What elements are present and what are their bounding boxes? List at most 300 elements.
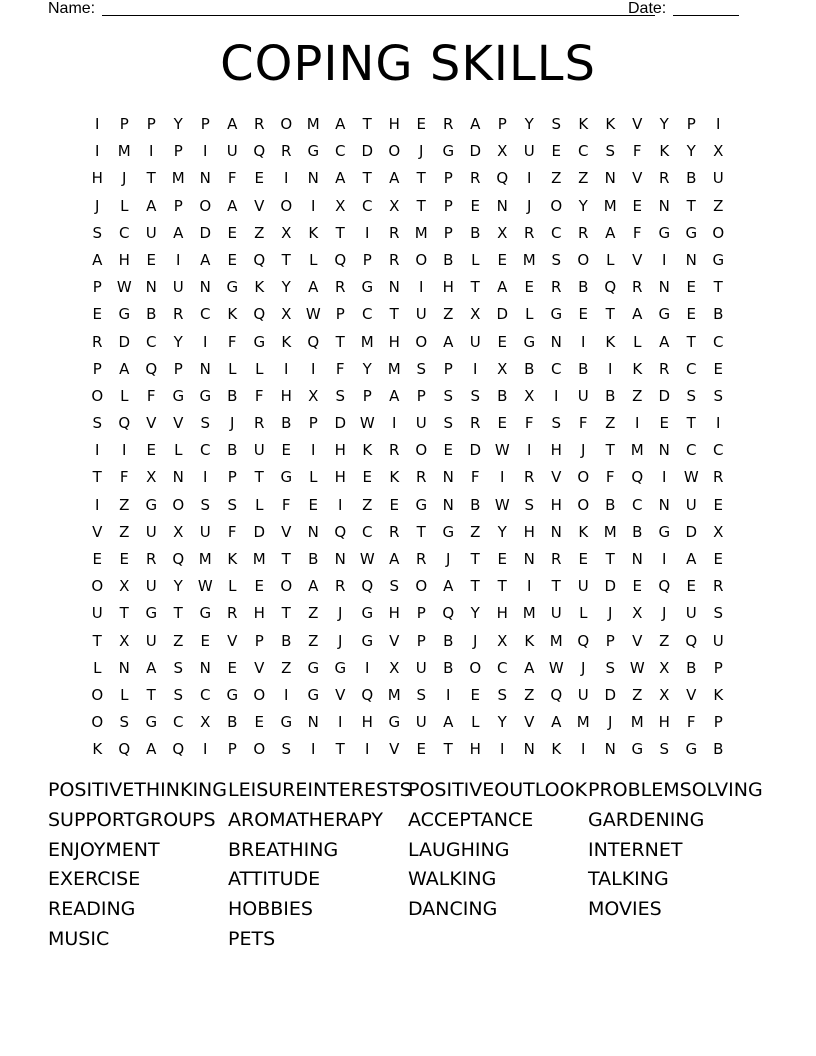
- grid-cell[interactable]: Q: [577, 631, 590, 650]
- grid-cell[interactable]: Z: [308, 604, 319, 623]
- grid-cell[interactable]: Q: [658, 577, 671, 596]
- grid-cell[interactable]: T: [686, 332, 697, 351]
- grid-cell[interactable]: C: [146, 332, 157, 351]
- grid-cell[interactable]: N: [307, 522, 320, 541]
- grid-cell[interactable]: W: [548, 658, 565, 677]
- grid-cell[interactable]: T: [686, 414, 697, 433]
- grid-cell[interactable]: I: [203, 740, 208, 759]
- grid-cell[interactable]: P: [146, 115, 157, 133]
- grid-cell[interactable]: X: [281, 305, 292, 324]
- grid-cell[interactable]: K: [632, 359, 643, 378]
- grid-cell[interactable]: O: [91, 685, 104, 704]
- grid-cell[interactable]: A: [389, 169, 400, 188]
- grid-cell[interactable]: V: [389, 740, 400, 759]
- grid-cell[interactable]: R: [659, 169, 670, 188]
- grid-cell[interactable]: B: [227, 713, 238, 732]
- grid-cell[interactable]: Q: [334, 250, 347, 269]
- grid-cell[interactable]: D: [658, 386, 671, 405]
- grid-cell[interactable]: A: [389, 550, 400, 568]
- grid-cell[interactable]: I: [554, 386, 559, 405]
- grid-cell[interactable]: D: [604, 685, 617, 704]
- grid-cell[interactable]: I: [635, 414, 640, 433]
- grid-cell[interactable]: P: [227, 740, 238, 759]
- grid-cell[interactable]: W: [197, 577, 214, 596]
- grid-cell[interactable]: T: [173, 604, 184, 623]
- grid-cell[interactable]: Q: [442, 604, 455, 623]
- grid-cell[interactable]: A: [443, 713, 454, 732]
- grid-cell[interactable]: Q: [361, 685, 374, 704]
- grid-cell[interactable]: G: [550, 305, 563, 324]
- grid-cell[interactable]: R: [389, 441, 400, 460]
- grid-cell[interactable]: V: [686, 685, 697, 704]
- grid-cell[interactable]: T: [686, 196, 697, 215]
- grid-cell[interactable]: Q: [118, 740, 131, 759]
- grid-cell[interactable]: F: [119, 468, 130, 487]
- grid-cell[interactable]: T: [281, 250, 292, 269]
- grid-cell[interactable]: O: [577, 468, 590, 487]
- grid-cell[interactable]: Z: [281, 658, 292, 677]
- grid-cell[interactable]: A: [389, 386, 400, 405]
- grid-cell[interactable]: P: [497, 115, 508, 133]
- grid-cell[interactable]: O: [415, 332, 428, 351]
- grid-cell[interactable]: B: [632, 522, 643, 541]
- grid-cell[interactable]: L: [228, 577, 237, 596]
- grid-cell[interactable]: N: [550, 332, 563, 351]
- grid-cell[interactable]: X: [497, 359, 508, 378]
- grid-cell[interactable]: P: [605, 631, 616, 650]
- grid-cell[interactable]: C: [119, 223, 130, 242]
- grid-cell[interactable]: E: [713, 359, 724, 378]
- grid-cell[interactable]: F: [227, 169, 238, 188]
- grid-cell[interactable]: E: [200, 631, 211, 650]
- grid-cell[interactable]: H: [361, 713, 374, 732]
- grid-cell[interactable]: A: [308, 278, 319, 297]
- grid-cell[interactable]: I: [527, 441, 532, 460]
- grid-cell[interactable]: M: [360, 332, 375, 351]
- grid-cell[interactable]: F: [686, 713, 697, 732]
- grid-cell[interactable]: M: [387, 359, 402, 378]
- grid-cell[interactable]: O: [577, 495, 590, 514]
- grid-cell[interactable]: Z: [119, 522, 130, 541]
- grid-cell[interactable]: P: [173, 142, 184, 161]
- grid-cell[interactable]: J: [581, 441, 586, 460]
- name-field[interactable]: [102, 15, 655, 16]
- grid-cell[interactable]: O: [91, 386, 104, 405]
- grid-cell[interactable]: U: [145, 577, 158, 596]
- grid-cell[interactable]: B: [524, 359, 535, 378]
- grid-cell[interactable]: C: [362, 305, 373, 324]
- grid-cell[interactable]: Q: [118, 414, 131, 433]
- grid-cell[interactable]: J: [473, 631, 478, 650]
- grid-cell[interactable]: K: [524, 631, 535, 650]
- grid-cell[interactable]: E: [254, 577, 265, 596]
- grid-cell[interactable]: T: [605, 305, 616, 324]
- grid-cell[interactable]: M: [306, 115, 321, 133]
- grid-cell[interactable]: A: [659, 332, 670, 351]
- grid-cell[interactable]: Y: [578, 196, 589, 215]
- grid-cell[interactable]: P: [173, 359, 184, 378]
- grid-cell[interactable]: V: [632, 250, 643, 269]
- grid-cell[interactable]: U: [577, 685, 590, 704]
- grid-cell[interactable]: I: [95, 495, 100, 514]
- grid-cell[interactable]: F: [281, 495, 292, 514]
- grid-cell[interactable]: U: [577, 386, 590, 405]
- grid-cell[interactable]: P: [200, 115, 211, 133]
- grid-cell[interactable]: E: [713, 495, 724, 514]
- grid-cell[interactable]: T: [713, 278, 724, 297]
- grid-cell[interactable]: X: [713, 142, 724, 161]
- grid-cell[interactable]: N: [118, 658, 131, 677]
- grid-cell[interactable]: K: [281, 332, 292, 351]
- grid-cell[interactable]: U: [172, 278, 185, 297]
- grid-cell[interactable]: U: [415, 658, 428, 677]
- grid-cell[interactable]: S: [686, 386, 697, 405]
- grid-cell[interactable]: X: [659, 685, 670, 704]
- grid-cell[interactable]: P: [443, 196, 454, 215]
- grid-cell[interactable]: G: [307, 685, 320, 704]
- grid-cell[interactable]: H: [550, 441, 563, 460]
- grid-cell[interactable]: I: [419, 278, 424, 297]
- grid-cell[interactable]: A: [146, 658, 157, 677]
- grid-cell[interactable]: I: [608, 359, 613, 378]
- grid-cell[interactable]: Y: [173, 115, 184, 133]
- grid-cell[interactable]: C: [578, 142, 589, 161]
- grid-cell[interactable]: X: [497, 223, 508, 242]
- grid-cell[interactable]: B: [605, 495, 616, 514]
- grid-cell[interactable]: D: [361, 142, 374, 161]
- grid-cell[interactable]: D: [334, 414, 347, 433]
- grid-cell[interactable]: G: [118, 305, 131, 324]
- grid-cell[interactable]: N: [523, 740, 536, 759]
- grid-cell[interactable]: P: [416, 604, 427, 623]
- grid-cell[interactable]: P: [227, 468, 238, 487]
- grid-cell[interactable]: O: [415, 577, 428, 596]
- grid-cell[interactable]: X: [146, 468, 157, 487]
- grid-cell[interactable]: D: [604, 577, 617, 596]
- grid-cell[interactable]: F: [605, 468, 616, 487]
- grid-cell[interactable]: I: [500, 740, 505, 759]
- grid-cell[interactable]: T: [605, 441, 616, 460]
- grid-cell[interactable]: Q: [145, 359, 158, 378]
- grid-cell[interactable]: B: [686, 658, 697, 677]
- grid-cell[interactable]: Y: [470, 604, 481, 623]
- grid-cell[interactable]: W: [305, 305, 322, 324]
- grid-cell[interactable]: Y: [497, 713, 508, 732]
- grid-cell[interactable]: M: [630, 713, 645, 732]
- grid-cell[interactable]: Z: [254, 223, 265, 242]
- grid-cell[interactable]: J: [527, 196, 532, 215]
- grid-cell[interactable]: U: [226, 142, 239, 161]
- grid-cell[interactable]: M: [252, 550, 267, 568]
- grid-cell[interactable]: J: [338, 604, 343, 623]
- grid-cell[interactable]: C: [362, 522, 373, 541]
- grid-cell[interactable]: C: [362, 196, 373, 215]
- grid-cell[interactable]: U: [145, 631, 158, 650]
- grid-cell[interactable]: X: [173, 522, 184, 541]
- grid-cell[interactable]: G: [361, 604, 374, 623]
- grid-cell[interactable]: C: [200, 685, 211, 704]
- grid-cell[interactable]: I: [338, 495, 343, 514]
- grid-cell[interactable]: A: [227, 196, 238, 215]
- grid-cell[interactable]: Z: [173, 631, 184, 650]
- grid-cell[interactable]: B: [470, 223, 481, 242]
- grid-cell[interactable]: S: [92, 223, 103, 242]
- grid-cell[interactable]: Y: [173, 332, 184, 351]
- grid-cell[interactable]: J: [230, 414, 235, 433]
- grid-cell[interactable]: L: [633, 332, 642, 351]
- grid-cell[interactable]: M: [576, 713, 591, 732]
- grid-cell[interactable]: T: [605, 550, 616, 568]
- grid-cell[interactable]: M: [603, 522, 618, 541]
- grid-cell[interactable]: U: [415, 305, 428, 324]
- grid-cell[interactable]: J: [608, 604, 613, 623]
- grid-cell[interactable]: Z: [362, 495, 373, 514]
- grid-cell[interactable]: R: [254, 414, 265, 433]
- grid-cell[interactable]: M: [603, 196, 618, 215]
- grid-cell[interactable]: P: [713, 713, 724, 732]
- grid-cell[interactable]: R: [416, 468, 427, 487]
- grid-cell[interactable]: A: [227, 115, 238, 133]
- grid-cell[interactable]: G: [199, 604, 212, 623]
- grid-cell[interactable]: H: [280, 386, 293, 405]
- grid-cell[interactable]: N: [604, 169, 617, 188]
- grid-cell[interactable]: T: [335, 223, 346, 242]
- grid-cell[interactable]: S: [119, 713, 130, 732]
- grid-cell[interactable]: V: [254, 196, 265, 215]
- grid-cell[interactable]: G: [307, 658, 320, 677]
- grid-cell[interactable]: O: [199, 196, 212, 215]
- grid-cell[interactable]: E: [713, 550, 724, 568]
- grid-cell[interactable]: I: [392, 414, 397, 433]
- grid-cell[interactable]: Q: [631, 468, 644, 487]
- grid-cell[interactable]: R: [389, 522, 400, 541]
- grid-cell[interactable]: B: [605, 386, 616, 405]
- grid-cell[interactable]: G: [253, 332, 266, 351]
- grid-cell[interactable]: E: [632, 196, 643, 215]
- grid-cell[interactable]: S: [92, 414, 103, 433]
- grid-cell[interactable]: V: [632, 115, 643, 133]
- grid-cell[interactable]: Y: [173, 577, 184, 596]
- grid-cell[interactable]: G: [685, 223, 698, 242]
- grid-cell[interactable]: A: [686, 550, 697, 568]
- grid-cell[interactable]: X: [308, 386, 319, 405]
- grid-cell[interactable]: S: [659, 740, 670, 759]
- grid-cell[interactable]: V: [92, 522, 103, 541]
- grid-cell[interactable]: P: [416, 631, 427, 650]
- grid-cell[interactable]: A: [173, 223, 184, 242]
- grid-cell[interactable]: T: [281, 550, 292, 568]
- grid-cell[interactable]: F: [470, 468, 481, 487]
- grid-cell[interactable]: F: [254, 386, 265, 405]
- grid-cell[interactable]: V: [227, 631, 238, 650]
- grid-cell[interactable]: P: [362, 250, 373, 269]
- grid-cell[interactable]: N: [631, 550, 644, 568]
- grid-cell[interactable]: A: [200, 250, 211, 269]
- grid-cell[interactable]: G: [226, 278, 239, 297]
- grid-cell[interactable]: E: [497, 332, 508, 351]
- grid-cell[interactable]: W: [494, 495, 511, 514]
- grid-cell[interactable]: E: [281, 441, 292, 460]
- grid-cell[interactable]: I: [122, 441, 127, 460]
- grid-cell[interactable]: H: [442, 278, 455, 297]
- grid-cell[interactable]: O: [712, 223, 725, 242]
- grid-cell[interactable]: O: [172, 495, 185, 514]
- grid-cell[interactable]: K: [362, 441, 373, 460]
- grid-cell[interactable]: I: [662, 468, 667, 487]
- grid-cell[interactable]: R: [389, 223, 400, 242]
- grid-cell[interactable]: C: [497, 658, 508, 677]
- grid-cell[interactable]: Z: [470, 522, 481, 541]
- grid-cell[interactable]: A: [146, 740, 157, 759]
- grid-cell[interactable]: I: [365, 223, 370, 242]
- grid-cell[interactable]: L: [579, 604, 588, 623]
- grid-cell[interactable]: D: [496, 305, 509, 324]
- grid-cell[interactable]: F: [227, 332, 238, 351]
- grid-cell[interactable]: C: [335, 142, 346, 161]
- grid-cell[interactable]: K: [605, 115, 616, 133]
- grid-cell[interactable]: S: [281, 740, 292, 759]
- grid-cell[interactable]: K: [551, 740, 562, 759]
- grid-cell[interactable]: I: [311, 441, 316, 460]
- grid-cell[interactable]: V: [254, 658, 265, 677]
- grid-cell[interactable]: J: [419, 142, 424, 161]
- grid-cell[interactable]: I: [716, 414, 721, 433]
- grid-cell[interactable]: G: [145, 604, 158, 623]
- grid-cell[interactable]: O: [415, 250, 428, 269]
- grid-cell[interactable]: J: [662, 604, 667, 623]
- grid-cell[interactable]: E: [497, 250, 508, 269]
- grid-cell[interactable]: F: [632, 142, 643, 161]
- grid-cell[interactable]: R: [524, 468, 535, 487]
- grid-cell[interactable]: U: [415, 713, 428, 732]
- grid-cell[interactable]: G: [199, 386, 212, 405]
- grid-cell[interactable]: Y: [497, 522, 508, 541]
- grid-cell[interactable]: E: [686, 278, 697, 297]
- grid-cell[interactable]: X: [524, 386, 535, 405]
- grid-cell[interactable]: P: [92, 278, 103, 297]
- grid-cell[interactable]: T: [362, 169, 373, 188]
- grid-cell[interactable]: Q: [172, 740, 185, 759]
- grid-cell[interactable]: S: [389, 577, 400, 596]
- grid-cell[interactable]: N: [658, 495, 671, 514]
- grid-cell[interactable]: S: [470, 386, 481, 405]
- grid-cell[interactable]: Z: [308, 631, 319, 650]
- grid-cell[interactable]: T: [92, 468, 103, 487]
- grid-cell[interactable]: Q: [685, 631, 698, 650]
- grid-cell[interactable]: E: [308, 495, 319, 514]
- grid-cell[interactable]: Q: [361, 577, 374, 596]
- grid-cell[interactable]: N: [658, 441, 671, 460]
- grid-cell[interactable]: W: [359, 414, 376, 433]
- grid-cell[interactable]: N: [685, 250, 698, 269]
- grid-cell[interactable]: L: [93, 658, 102, 677]
- grid-cell[interactable]: Q: [604, 278, 617, 297]
- grid-cell[interactable]: B: [578, 278, 589, 297]
- grid-cell[interactable]: Q: [172, 550, 185, 568]
- grid-cell[interactable]: C: [713, 332, 724, 351]
- grid-cell[interactable]: A: [443, 577, 454, 596]
- grid-cell[interactable]: D: [253, 522, 266, 541]
- grid-cell[interactable]: U: [199, 522, 212, 541]
- grid-cell[interactable]: Z: [605, 414, 616, 433]
- grid-cell[interactable]: L: [471, 713, 480, 732]
- grid-cell[interactable]: O: [253, 685, 266, 704]
- grid-cell[interactable]: Z: [119, 495, 130, 514]
- grid-cell[interactable]: R: [470, 169, 481, 188]
- grid-cell[interactable]: S: [200, 414, 211, 433]
- grid-cell[interactable]: R: [335, 278, 346, 297]
- grid-cell[interactable]: R: [335, 577, 346, 596]
- grid-cell[interactable]: N: [388, 278, 401, 297]
- grid-cell[interactable]: S: [551, 115, 562, 133]
- grid-cell[interactable]: I: [311, 196, 316, 215]
- grid-cell[interactable]: G: [631, 740, 644, 759]
- grid-cell[interactable]: H: [91, 169, 104, 188]
- grid-cell[interactable]: E: [254, 169, 265, 188]
- grid-cell[interactable]: T: [281, 604, 292, 623]
- grid-cell[interactable]: E: [92, 550, 103, 568]
- grid-cell[interactable]: B: [281, 631, 292, 650]
- grid-cell[interactable]: M: [522, 250, 537, 269]
- grid-cell[interactable]: L: [255, 495, 264, 514]
- grid-cell[interactable]: G: [361, 631, 374, 650]
- grid-cell[interactable]: C: [686, 441, 697, 460]
- grid-cell[interactable]: W: [359, 550, 376, 568]
- grid-cell[interactable]: P: [416, 386, 427, 405]
- grid-cell[interactable]: V: [281, 522, 292, 541]
- grid-cell[interactable]: T: [470, 550, 481, 568]
- grid-cell[interactable]: A: [632, 305, 643, 324]
- grid-cell[interactable]: I: [662, 250, 667, 269]
- grid-cell[interactable]: B: [497, 386, 508, 405]
- grid-cell[interactable]: N: [496, 196, 509, 215]
- grid-cell[interactable]: Y: [659, 115, 670, 133]
- grid-cell[interactable]: E: [146, 250, 157, 269]
- grid-cell[interactable]: T: [389, 305, 400, 324]
- grid-cell[interactable]: A: [524, 658, 535, 677]
- grid-cell[interactable]: X: [389, 196, 400, 215]
- grid-cell[interactable]: E: [416, 115, 427, 133]
- grid-cell[interactable]: Z: [578, 169, 589, 188]
- grid-cell[interactable]: H: [388, 115, 401, 133]
- grid-cell[interactable]: E: [578, 550, 589, 568]
- grid-cell[interactable]: A: [605, 223, 616, 242]
- grid-cell[interactable]: G: [145, 495, 158, 514]
- grid-cell[interactable]: Q: [550, 685, 563, 704]
- grid-cell[interactable]: B: [686, 169, 697, 188]
- grid-cell[interactable]: V: [524, 713, 535, 732]
- grid-cell[interactable]: M: [387, 685, 402, 704]
- grid-cell[interactable]: K: [605, 332, 616, 351]
- grid-cell[interactable]: T: [497, 577, 508, 596]
- grid-cell[interactable]: S: [335, 386, 346, 405]
- grid-cell[interactable]: E: [524, 278, 535, 297]
- grid-cell[interactable]: P: [443, 223, 454, 242]
- grid-cell[interactable]: N: [307, 169, 320, 188]
- grid-cell[interactable]: U: [145, 223, 158, 242]
- grid-cell[interactable]: S: [416, 685, 427, 704]
- grid-cell[interactable]: I: [365, 658, 370, 677]
- grid-cell[interactable]: O: [388, 142, 401, 161]
- grid-cell[interactable]: I: [203, 468, 208, 487]
- grid-cell[interactable]: O: [91, 577, 104, 596]
- grid-cell[interactable]: S: [227, 495, 238, 514]
- grid-cell[interactable]: L: [255, 359, 264, 378]
- grid-cell[interactable]: S: [443, 386, 454, 405]
- grid-cell[interactable]: J: [122, 169, 127, 188]
- grid-cell[interactable]: P: [713, 658, 724, 677]
- grid-cell[interactable]: A: [470, 115, 481, 133]
